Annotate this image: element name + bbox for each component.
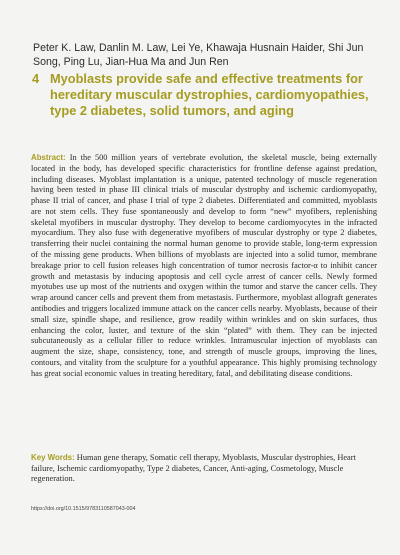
abstract-paragraph <box>31 153 377 379</box>
author-list: Peter K. Law, Danlin M. Law, Lei Ye, Khawaja Husnain Haider, Shi Jun Song, Ping Lu, Jian-Hua Ma and Jun Ren <box>33 42 364 68</box>
abstract-label: Abstract: <box>31 153 66 162</box>
chapter-title: Myoblasts provide safe and effective treatments for hereditary muscular dystrophies, cardiomyopathies, type 2 diabetes, solid tumors, and aging <box>50 71 369 118</box>
chapter-heading <box>32 71 377 119</box>
abstract-text: In the 500 million years of vertebrate evolution, the skeletal muscle, being externally located in the body, has developed specific characteristics for frontline defense against predation, including diseases. Myoblast implantation is a unique, patented technology of muscle regeneration having been tested in phase III clinical trials of muscular dystrophy and ischemic cardiomyopathy, phase II trial of cancer, and phase I trial of type 2 diabetes. Differentiated and committed, myoblasts are not stem cells. They fuse spontaneously and develop to form “new” myofibers, replenishing skeletal myofibers in muscular dystrophy. They develop to become cardiomyocytes in the infracted myocardium. They also fuse with degenerative myofibers of muscular dystrophy or type 2 diabetes, transferring their nuclei containing the normal human genome to provide stable, long-term expression of the missing gene products. When billions of myoblasts are injected into a solid tumor, membrane breakage prior to cell fusion releases high concentration of tumor necrosis factor-α to inhibit cancer growth and metastasis by inducing apoptosis and cell cycle arrest of cancer cells. Newly formed myotubes use up most of the nutrients and oxygen within the tumor and starve the cancer cells. They wrap around cancer cells and prevent them from metastasis. Furthermore, myoblast allograft generates antibodies and triggers localized immune attack on the cancer cells nearby. Myoblasts, because of their small size, spindle shape, and resilience, grow readily within wrinkles and on skin surfaces, thus enhancing the color, luster, and texture of the skin “plated” with them. They can be injected subcutaneously as a cellular filler to reduce wrinkles. Intramuscular injection of myoblasts can augment the size, shape, consistency, tone, and strength of muscle groups, improving the lines, contours, and vitality from the sculpture for a youthful appearance. This highly promising technology has great social economic values in treating hereditary, fatal, and debilitating disease conditions. <box>31 153 377 378</box>
doi-link[interactable]: https://doi.org/10.1515/9783110587043-004 <box>31 506 136 512</box>
keywords-label: Key Words: <box>31 453 75 462</box>
keywords-text: Human gene therapy, Somatic cell therapy, Myoblasts, Muscular dystrophies, Heart failure, Ischemic cardiomyopathy, Type 2 diabetes, Cancer, Anti-aging, Cosmetology, Muscle regeneration. <box>31 453 356 484</box>
keywords-paragraph <box>31 453 377 485</box>
chapter-number: 4 <box>32 71 40 86</box>
